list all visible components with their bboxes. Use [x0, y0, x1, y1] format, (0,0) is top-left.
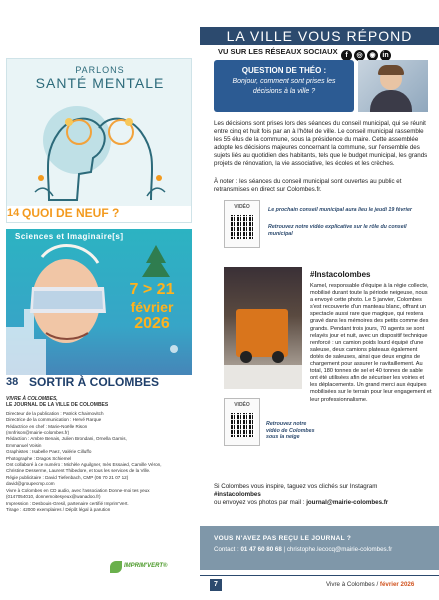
- colophon-line: Régie publicitaire : David Tiefenbach, CMP (06 70 21 07 12): [6, 474, 129, 480]
- colophon-line: Vivre à Colombes en CD audio, avec l'association Donne-moi tes yeux: [6, 487, 150, 493]
- video-text-3: Retrouvez notre vidéo de Colombes sous la neige: [266, 421, 315, 441]
- caption-page-number: 38: [6, 376, 19, 388]
- theo-photo: [358, 60, 428, 112]
- snow-truck-photo: [224, 267, 302, 389]
- journal-name: Vivre à Colombes: [326, 581, 375, 588]
- page-title: Vivre à Colombes / février 2026: [326, 581, 415, 588]
- video-label: VIDÉO: [234, 402, 250, 408]
- instagram-call: [214, 483, 436, 507]
- caption-section: QUOI DE NEUF ?: [22, 206, 120, 220]
- qr-code-icon[interactable]: [231, 413, 255, 437]
- colophon-line[interactable]: david@groupecmp.com: [6, 481, 55, 487]
- colophon-line: Directeur de la publication : Patrick Chaimovitch: [6, 410, 104, 416]
- mail-link[interactable]: journal@mairie-colombes.fr: [306, 499, 389, 506]
- caption-page-number: 14: [7, 207, 20, 219]
- subscribe-banner: [200, 526, 439, 570]
- wheel-icon: [272, 351, 284, 363]
- instagram-line3: [214, 499, 436, 507]
- qr-code-icon[interactable]: [231, 215, 255, 239]
- colophon-line: Graphistes : Isabelle Paez, Valérie Cilluffo: [6, 449, 92, 455]
- colophon-line[interactable]: (0147054010, donnemoitesyeux@wanadoo.fr): [6, 494, 101, 500]
- colophon-line: Rédactrice en chef : Marie-Noëlle Rison: [6, 423, 88, 429]
- date-range: 7 > 21: [129, 281, 175, 298]
- page-footer: [200, 575, 439, 591]
- social-label: VU SUR LES RÉSEAUX SOCIAUX: [218, 47, 338, 56]
- colophon-line: Impression : Desbouis-Gresil, partenaire certifié Imprim'Vert.: [6, 500, 129, 506]
- question-title: QUESTION DE THÉO :: [241, 66, 327, 75]
- colophon-line: Photographe : Dragos Schiemel: [6, 455, 72, 461]
- card-title: Sciences et Imaginaire[s]: [15, 232, 124, 241]
- linkedin-icon[interactable]: in: [380, 50, 391, 61]
- instagram-icon[interactable]: ◎: [354, 50, 365, 61]
- leaf-icon: [110, 561, 122, 573]
- mail-prefix: ou envoyez vos photos par mail :: [214, 499, 307, 506]
- page-number: 7: [210, 579, 222, 591]
- colophon: [6, 396, 192, 513]
- truck-body: [236, 309, 288, 357]
- colophon-line: Directrice de la communication : Hervé Rarque: [6, 417, 102, 423]
- facebook-icon[interactable]: f: [341, 50, 352, 61]
- logo-text: IMPRIM'VERT®: [124, 563, 168, 569]
- video-text-2: Retrouvez notre vidéo explicative sur le rôle du conseil municipal: [268, 224, 407, 237]
- card-caption: [7, 206, 192, 222]
- issue-date: février 2026: [379, 581, 415, 588]
- video-qr-box[interactable]: [224, 200, 260, 248]
- person-hair: [378, 65, 404, 75]
- colophon-line: Rédaction : Ambre Benais, Julien Brondani, Ornella Garnis,: [6, 436, 127, 442]
- heads-illustration-icon: [29, 92, 171, 204]
- tiktok-icon[interactable]: ◉: [367, 50, 378, 61]
- sante-mentale-card[interactable]: [6, 58, 192, 223]
- question-box: [214, 60, 354, 112]
- colophon-title: VIVRE À COLOMBES,: [6, 396, 58, 402]
- person-body: [370, 90, 412, 112]
- colophon-subtitle: LE JOURNAL DE LA VILLE DE COLOMBES: [6, 402, 109, 409]
- subscribe-title: VOUS N'AVEZ PAS REÇU LE JOURNAL ?: [214, 535, 352, 542]
- instacolombes-text: Kamel, responsable d'équipe à la régie collecte, mobilisé durant toute la période neigeuse, nous a envoyé cette photo. Le 5 janvier, Colombes s'est recouverte d'un manteau blanc, offrant un spectacle aussi rare que magique, qui restera gravé dans les mémoires des petits comme des grands. Pendant trois jours, 70 agents se sont relayés jour et nuit, avec un dispositif technique renforcé : un camion poids lourd équipé d'une saleuse, deux camions plateaux également dotés de saleuses, ainsi que deux engins de chargement pour assurer le ravitaillement. Au total, 180 tonnes de sel et 40 tonnes de sable ont été utilisées afin de sécuriser les voiries et les déplacements. Un grand merci aux équipes mobilisées sur le terrain pour leur engagement et leur professionnalisme.: [310, 283, 432, 403]
- contact-email[interactable]: | christophe.lecocq@mairie-colombes.fr: [281, 546, 393, 553]
- snow-ground: [224, 365, 302, 389]
- subscribe-contact: [214, 546, 392, 553]
- section-title: LA VILLE VOUS RÉPOND: [226, 28, 413, 44]
- right-column: [200, 0, 439, 600]
- video-text-1: Le prochain conseil municipal aura lieu le jeudi 19 février: [268, 207, 412, 213]
- video-label: VIDÉO: [234, 204, 250, 210]
- card-kicker: PARLONS: [75, 65, 125, 75]
- instacolombes-title: #Instacolombes: [310, 270, 371, 279]
- colophon-line: (mnfrison@mairie-colombes.fr): [6, 430, 70, 436]
- colophon-line: Ont collaboré à ce numéro : Michèle Aguilgner, Inès Essaied, Camille Véron,: [6, 462, 162, 468]
- contact-phone[interactable]: 01 47 60 80 68: [240, 546, 282, 553]
- date-year: 2026: [134, 315, 170, 332]
- colophon-line: Christine Desserme, Laurent Thibedore, et tous les services de la Ville.: [6, 468, 151, 474]
- wheel-icon: [240, 351, 252, 363]
- instagram-hashtag[interactable]: #instacolombes: [214, 491, 261, 498]
- answer-paragraph: Les décisions sont prises lors des séances du conseil municipal, qui se réunit entre cinq et huit fois par an à l'hôtel de ville. Le conseil municipal rassemble les 55 élus de la commune, sous la présidence du maire. Cette assemblée adopte les décisions majeures concernant la commune, sur l'ensemble des sujets liés au quotidien des habitants, tels que le budget municipal, les grands projets de rénovation, la vie associative, les écoles et les crèches.: [214, 120, 428, 167]
- caption-section: SORTIR À COLOMBES: [29, 375, 160, 389]
- section-header: [200, 27, 439, 45]
- sciences-imaginaire-card[interactable]: [6, 229, 192, 391]
- colophon-line: Tirage : 42000 exemplaires / Dépôt légal à parution: [6, 506, 111, 512]
- imprim-vert-logo: [104, 561, 194, 577]
- card-caption: [6, 375, 192, 391]
- video-qr-box[interactable]: [224, 398, 260, 446]
- question-text: Bonjour, comment sont prises les décisions à la ville ?: [232, 78, 336, 95]
- instagram-line1: Si Colombes vous inspire, taguez vos clichés sur Instagram: [214, 483, 378, 490]
- date-month: février: [130, 299, 174, 315]
- note-paragraph: À noter : les séances du conseil municipal sont ouvertes au public et retransmises en direct sur Colombes.fr.: [214, 178, 402, 193]
- card-title: SANTÉ MENTALE: [35, 75, 165, 91]
- contact-prefix: Contact :: [214, 546, 241, 553]
- colophon-line: Emmanuel Voisin: [6, 442, 42, 448]
